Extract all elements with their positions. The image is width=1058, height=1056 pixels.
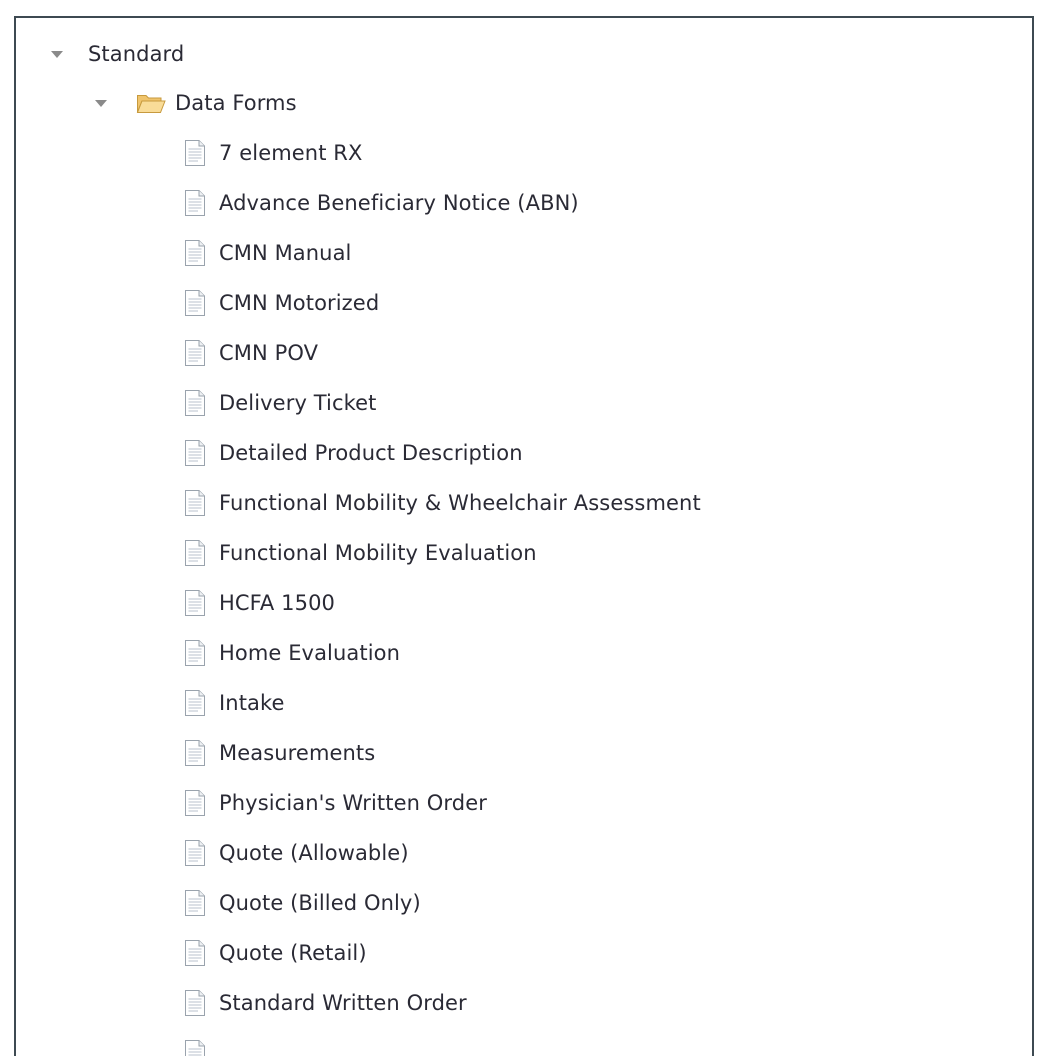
tree-leaf-item[interactable] <box>184 783 487 823</box>
tree-leaf-label: Physician's Written Order <box>219 790 487 815</box>
tree-node-label: Data Forms <box>175 90 297 115</box>
tree-leaf-label: Advance Beneficiary Notice (ABN) <box>219 190 579 215</box>
tree-leaf-item[interactable] <box>184 833 409 873</box>
tree-leaf-item[interactable] <box>184 133 362 173</box>
tree-leaf-label: CMN Manual <box>219 240 352 265</box>
tree-leaf-item[interactable] <box>184 333 318 373</box>
tree-leaf-label: Delivery Ticket <box>219 390 377 415</box>
tree-leaf-item[interactable] <box>184 1033 219 1056</box>
tree-leaf-label: Quote (Retail) <box>219 940 367 965</box>
document-icon <box>184 989 206 1017</box>
tree-panel <box>14 16 1034 1056</box>
tree-leaf-label: Quote (Allowable) <box>219 840 409 865</box>
document-icon <box>184 839 206 867</box>
tree-leaf-label: HCFA 1500 <box>219 590 335 615</box>
document-icon <box>184 389 206 417</box>
document-icon <box>184 639 206 667</box>
tree-node-data-forms[interactable] <box>94 83 297 123</box>
document-icon <box>184 789 206 817</box>
document-icon <box>184 1039 206 1056</box>
tree-leaf-item[interactable] <box>184 233 351 273</box>
tree-leaf-item[interactable] <box>184 483 701 523</box>
document-icon <box>184 239 206 267</box>
tree-leaf-item[interactable] <box>184 733 375 773</box>
tree-leaf-label: Quote (Billed Only) <box>219 890 421 915</box>
tree-leaf-item[interactable] <box>184 933 367 973</box>
tree-leaf-item[interactable] <box>184 983 467 1023</box>
tree-leaf-label: Home Evaluation <box>219 640 400 665</box>
tree-leaf-label: Intake <box>219 690 285 715</box>
tree-leaf-item[interactable] <box>184 183 579 223</box>
document-icon <box>184 339 206 367</box>
tree-leaf-label: Detailed Product Description <box>219 440 523 465</box>
document-icon <box>184 189 206 217</box>
tree-node-standard[interactable] <box>50 34 184 74</box>
tree-leaf-label: Functional Mobility & Wheelchair Assessment <box>219 490 701 515</box>
tree-leaf-item[interactable] <box>184 433 523 473</box>
tree-leaf-label: Standard Written Order <box>219 990 467 1015</box>
document-icon <box>184 689 206 717</box>
tree-leaf-label: 7 element RX <box>219 140 363 165</box>
tree-leaf-label: CMN POV <box>219 340 319 365</box>
document-icon <box>184 739 206 767</box>
caret-down-icon[interactable] <box>50 47 64 61</box>
document-icon <box>184 139 206 167</box>
tree-leaf-item[interactable] <box>184 583 335 623</box>
caret-down-icon[interactable] <box>94 96 108 110</box>
document-icon <box>184 289 206 317</box>
tree-leaf-label: Measurements <box>219 740 376 765</box>
document-icon <box>184 489 206 517</box>
document-icon <box>184 589 206 617</box>
document-icon <box>184 889 206 917</box>
tree-leaf-item[interactable] <box>184 633 400 673</box>
folder-open-icon <box>136 92 166 114</box>
tree-leaf-item[interactable] <box>184 683 285 723</box>
document-icon <box>184 939 206 967</box>
tree-leaf-item[interactable] <box>184 283 379 323</box>
document-icon <box>184 439 206 467</box>
document-icon <box>184 539 206 567</box>
tree-leaf-label: CMN Motorized <box>219 290 380 315</box>
tree-node-label: Standard <box>88 41 185 66</box>
tree-leaf-item[interactable] <box>184 533 537 573</box>
tree-leaf-label: Functional Mobility Evaluation <box>219 540 537 565</box>
tree-leaf-item[interactable] <box>184 383 376 423</box>
tree-leaf-item[interactable] <box>184 883 421 923</box>
